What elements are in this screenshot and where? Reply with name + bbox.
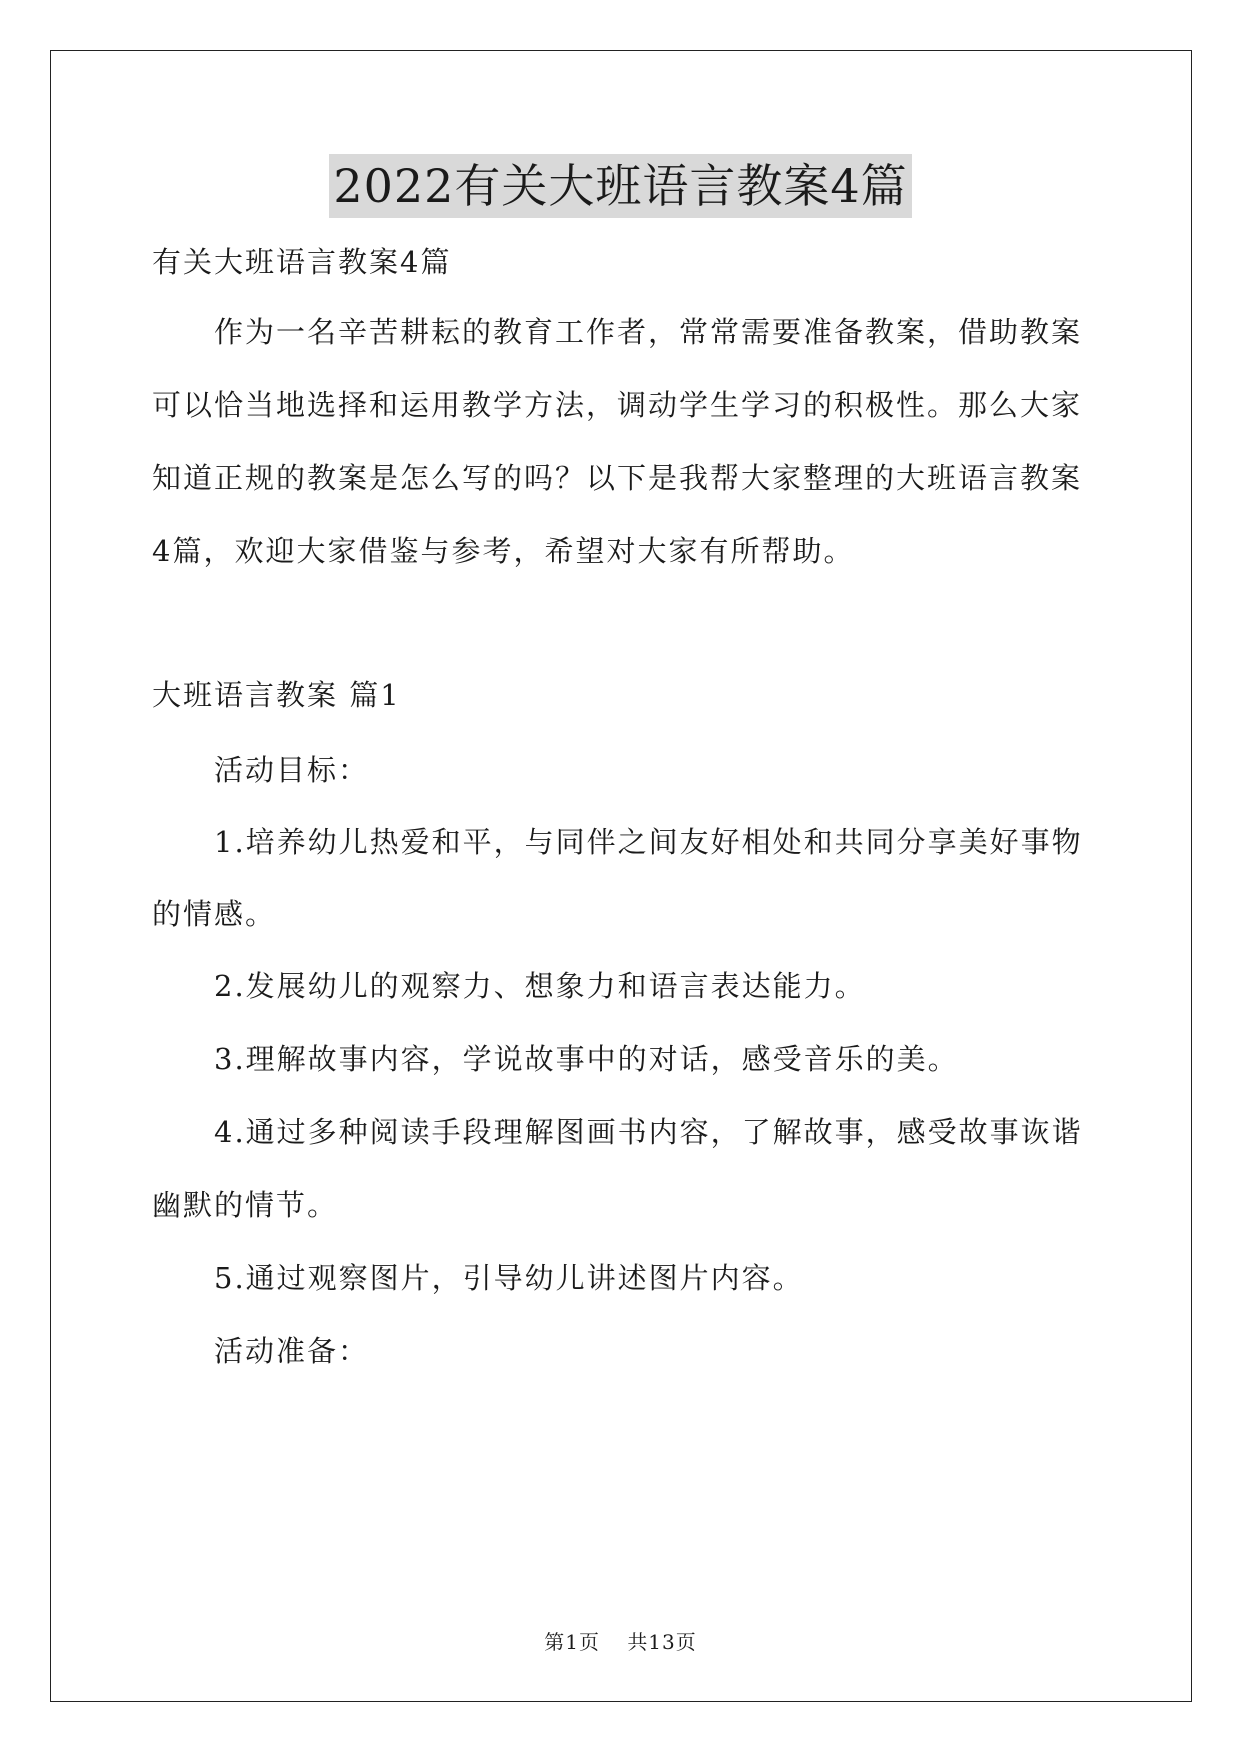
document-title: 2022有关大班语言教案4篇 bbox=[329, 154, 911, 218]
section-heading: 大班语言教案 篇1 bbox=[152, 678, 401, 712]
page-total: 共13页 bbox=[627, 1630, 697, 1654]
intro-line-3: 知道正规的教案是怎么写的吗？以下是我帮大家整理的大班语言教案 bbox=[152, 461, 1083, 495]
page-border bbox=[50, 50, 1192, 1702]
goal-5: 5.通过观察图片，引导幼儿讲述图片内容。 bbox=[214, 1261, 804, 1295]
page-footer bbox=[0, 1628, 1241, 1656]
goal-2: 2.发展幼儿的观察力、想象力和语言表达能力。 bbox=[214, 969, 866, 1003]
intro-line-2: 可以恰当地选择和运用教学方法，调动学生学习的积极性。那么大家 bbox=[152, 388, 1083, 422]
title-container bbox=[0, 154, 1241, 218]
goal-4-line-2: 幽默的情节。 bbox=[152, 1188, 339, 1222]
intro-line-1: 作为一名辛苦耕耘的教育工作者，常常需要准备教案，借助教案 bbox=[214, 315, 1083, 349]
preparation-label: 活动准备： bbox=[214, 1334, 370, 1368]
intro-line-4: 4篇，欢迎大家借鉴与参考，希望对大家有所帮助。 bbox=[152, 534, 855, 568]
goal-1-line-2: 的情感。 bbox=[152, 897, 277, 931]
goals-label: 活动目标： bbox=[214, 753, 370, 787]
goal-4-line-1: 4.通过多种阅读手段理解图画书内容，了解故事，感受故事诙谐 bbox=[214, 1115, 1083, 1149]
subtitle: 有关大班语言教案4篇 bbox=[152, 245, 452, 279]
goal-3: 3.理解故事内容，学说故事中的对话，感受音乐的美。 bbox=[214, 1042, 959, 1076]
goal-1-line-1: 1.培养幼儿热爱和平，与同伴之间友好相处和共同分享美好事物 bbox=[214, 825, 1083, 859]
page-number: 第1页 bbox=[544, 1630, 600, 1654]
